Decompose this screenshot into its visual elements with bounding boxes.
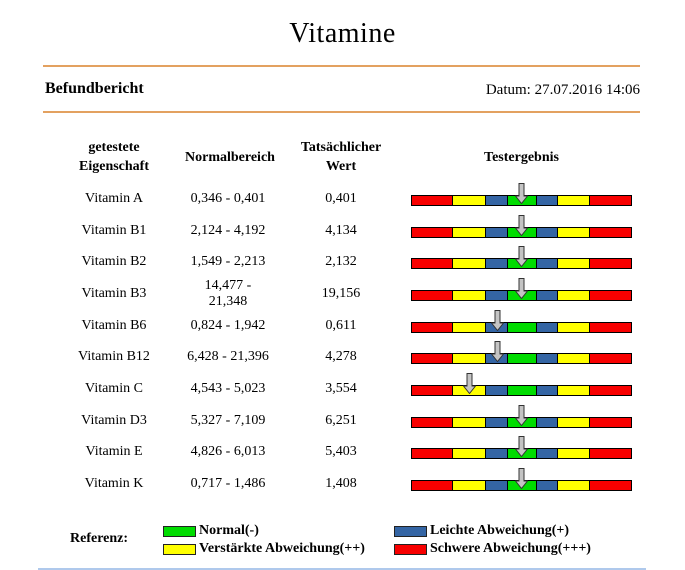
legend-item: [163, 541, 365, 557]
row-vitamin-name: Vitamin C: [85, 380, 143, 396]
scale-segment-light_blue_dev: [486, 228, 507, 237]
table-row: [43, 183, 640, 215]
scale-segment-light_blue_dev: [537, 386, 558, 395]
scale-segment-strong_yellow_dev: [453, 291, 487, 300]
scale-segment-severe_red_dev: [590, 449, 631, 458]
legend-color-swatch: [394, 544, 427, 555]
divider-line-bottom: [43, 111, 640, 113]
table-rows: [43, 183, 640, 500]
row-normal-range: 14,477 - 21,348: [204, 277, 252, 309]
row-normal-range: 6,428 - 21,396: [187, 349, 269, 365]
result-scale-bar: [411, 480, 632, 491]
scale-segment-light_blue_dev: [537, 354, 558, 363]
legend-item: [394, 523, 569, 539]
scale-segment-strong_yellow_dev: [453, 259, 487, 268]
scale-segment-light_blue_dev: [486, 418, 507, 427]
legend-item-label: Verstärkte Abweichung(++): [199, 541, 365, 556]
row-vitamin-name: Vitamin B2: [81, 254, 147, 270]
scale-segment-strong_yellow_dev: [453, 449, 487, 458]
row-normal-range: 5,327 - 7,109: [190, 412, 266, 428]
scale-segment-normal_green: [508, 323, 537, 332]
result-scale-bar: [411, 195, 632, 206]
scale-segment-light_blue_dev: [537, 259, 558, 268]
result-arrow-marker: [515, 436, 528, 457]
scale-segment-strong_yellow_dev: [558, 291, 591, 300]
legend-item: [163, 523, 259, 539]
row-actual-value: 2,132: [325, 254, 357, 270]
scale-segment-strong_yellow_dev: [453, 418, 487, 427]
row-vitamin-name: Vitamin E: [85, 444, 143, 460]
result-arrow-marker: [515, 278, 528, 299]
scale-segment-strong_yellow_dev: [558, 481, 591, 490]
scale-segment-normal_green: [508, 354, 537, 363]
row-actual-value: 1,408: [325, 476, 357, 492]
row-normal-range: 0,717 - 1,486: [190, 476, 266, 492]
scale-segment-severe_red_dev: [412, 323, 453, 332]
scale-segment-normal_green: [508, 386, 537, 395]
scale-segment-severe_red_dev: [590, 259, 631, 268]
table-row: [43, 310, 640, 342]
scale-segment-severe_red_dev: [412, 259, 453, 268]
table-row: [43, 405, 640, 437]
scale-segment-light_blue_dev: [537, 196, 558, 205]
result-arrow-marker: [515, 468, 528, 489]
scale-segment-light_blue_dev: [537, 228, 558, 237]
scale-segment-severe_red_dev: [590, 196, 631, 205]
scale-segment-strong_yellow_dev: [453, 323, 487, 332]
results-table-header: [43, 135, 640, 181]
scale-segment-strong_yellow_dev: [558, 354, 591, 363]
result-arrow-marker: [515, 183, 528, 204]
result-arrow-marker: [515, 215, 528, 236]
legend-color-swatch: [394, 526, 427, 537]
legend-color-swatch: [163, 526, 196, 537]
result-arrow-marker: [463, 373, 476, 394]
scale-segment-light_blue_dev: [537, 323, 558, 332]
legend: [43, 521, 640, 559]
result-scale-bar: [411, 258, 632, 269]
table-row: [43, 468, 640, 500]
scale-segment-severe_red_dev: [412, 386, 453, 395]
scale-segment-severe_red_dev: [412, 354, 453, 363]
legend-item-label: Leichte Abweichung(+): [430, 523, 570, 538]
scale-segment-strong_yellow_dev: [558, 418, 591, 427]
scale-segment-strong_yellow_dev: [558, 259, 591, 268]
scale-segment-severe_red_dev: [412, 418, 453, 427]
row-normal-range: 0,824 - 1,942: [190, 317, 266, 333]
scale-segment-severe_red_dev: [412, 481, 453, 490]
scale-segment-strong_yellow_dev: [558, 386, 591, 395]
legend-color-swatch: [163, 544, 196, 555]
scale-segment-strong_yellow_dev: [453, 354, 487, 363]
scale-segment-severe_red_dev: [590, 323, 631, 332]
result-scale-bar: [411, 227, 632, 238]
scale-segment-strong_yellow_dev: [558, 196, 591, 205]
scale-segment-severe_red_dev: [590, 418, 631, 427]
scale-segment-severe_red_dev: [412, 196, 453, 205]
result-scale-bar: [411, 353, 632, 364]
scale-segment-strong_yellow_dev: [453, 196, 487, 205]
result-arrow-marker: [515, 405, 528, 426]
page-title: Vitamine: [289, 18, 396, 49]
result-scale-bar: [411, 417, 632, 428]
scale-segment-severe_red_dev: [590, 354, 631, 363]
scale-segment-strong_yellow_dev: [558, 323, 591, 332]
scale-segment-severe_red_dev: [412, 291, 453, 300]
scale-segment-strong_yellow_dev: [558, 228, 591, 237]
row-actual-value: 0,401: [325, 190, 357, 206]
scale-segment-severe_red_dev: [590, 291, 631, 300]
row-normal-range: 4,826 - 6,013: [190, 444, 266, 460]
row-actual-value: 19,156: [321, 285, 361, 301]
scale-segment-severe_red_dev: [590, 481, 631, 490]
result-arrow-marker: [491, 310, 504, 331]
table-row: [43, 437, 640, 469]
scale-segment-strong_yellow_dev: [453, 228, 487, 237]
table-row: [43, 278, 640, 310]
legend-item-label: Normal(-): [199, 523, 259, 538]
scale-segment-light_blue_dev: [537, 418, 558, 427]
scale-segment-strong_yellow_dev: [453, 481, 487, 490]
scale-segment-severe_red_dev: [590, 386, 631, 395]
table-row: [43, 246, 640, 278]
row-vitamin-name: Vitamin B12: [78, 349, 150, 365]
scale-segment-light_blue_dev: [486, 386, 507, 395]
result-scale-bar: [411, 290, 632, 301]
row-vitamin-name: Vitamin K: [84, 476, 144, 492]
scale-segment-severe_red_dev: [412, 449, 453, 458]
row-vitamin-name: Vitamin D3: [81, 412, 147, 428]
legend-title: Referenz:: [70, 531, 129, 546]
table-row: [43, 341, 640, 373]
header-tested-property: getestete Eigenschaft: [79, 140, 149, 174]
scale-segment-light_blue_dev: [537, 291, 558, 300]
scale-segment-severe_red_dev: [590, 228, 631, 237]
scale-segment-light_blue_dev: [486, 291, 507, 300]
report-heading: Befundbericht: [45, 80, 144, 97]
legend-item: [394, 541, 591, 557]
result-arrow-marker: [515, 246, 528, 267]
row-actual-value: 5,403: [325, 444, 357, 460]
row-actual-value: 4,134: [325, 222, 357, 238]
row-normal-range: 1,549 - 2,213: [190, 254, 266, 270]
result-arrow-marker: [491, 341, 504, 362]
scale-segment-light_blue_dev: [537, 449, 558, 458]
header-actual-value: Tatsächlicher Wert: [300, 140, 382, 174]
report-date: Datum: 27.07.2016 14:06: [485, 82, 640, 98]
row-normal-range: 4,543 - 5,023: [190, 380, 266, 396]
header-test-result: Testergebnis: [484, 149, 559, 165]
row-normal-range: 0,346 - 0,401: [190, 190, 266, 206]
row-vitamin-name: Vitamin A: [85, 190, 143, 206]
table-row: [43, 373, 640, 405]
row-vitamin-name: Vitamin B1: [81, 222, 147, 238]
table-row: [43, 215, 640, 247]
header-normal-range: Normalbereich: [185, 149, 275, 165]
scale-segment-light_blue_dev: [486, 449, 507, 458]
row-normal-range: 2,124 - 4,192: [190, 222, 266, 238]
divider-line-top: [43, 65, 640, 67]
row-vitamin-name: Vitamin B3: [81, 285, 147, 301]
scale-segment-light_blue_dev: [486, 481, 507, 490]
result-scale-bar: [411, 385, 632, 396]
legend-item-label: Schwere Abweichung(+++): [430, 541, 591, 556]
result-scale-bar: [411, 322, 632, 333]
scale-segment-severe_red_dev: [412, 228, 453, 237]
row-actual-value: 6,251: [325, 412, 357, 428]
row-vitamin-name: Vitamin B6: [81, 317, 147, 333]
row-actual-value: 3,554: [325, 380, 357, 396]
row-actual-value: 4,278: [325, 349, 357, 365]
scale-segment-light_blue_dev: [486, 196, 507, 205]
scale-segment-strong_yellow_dev: [558, 449, 591, 458]
row-actual-value: 0,611: [325, 317, 357, 333]
scale-segment-light_blue_dev: [537, 481, 558, 490]
result-scale-bar: [411, 448, 632, 459]
scale-segment-light_blue_dev: [486, 259, 507, 268]
